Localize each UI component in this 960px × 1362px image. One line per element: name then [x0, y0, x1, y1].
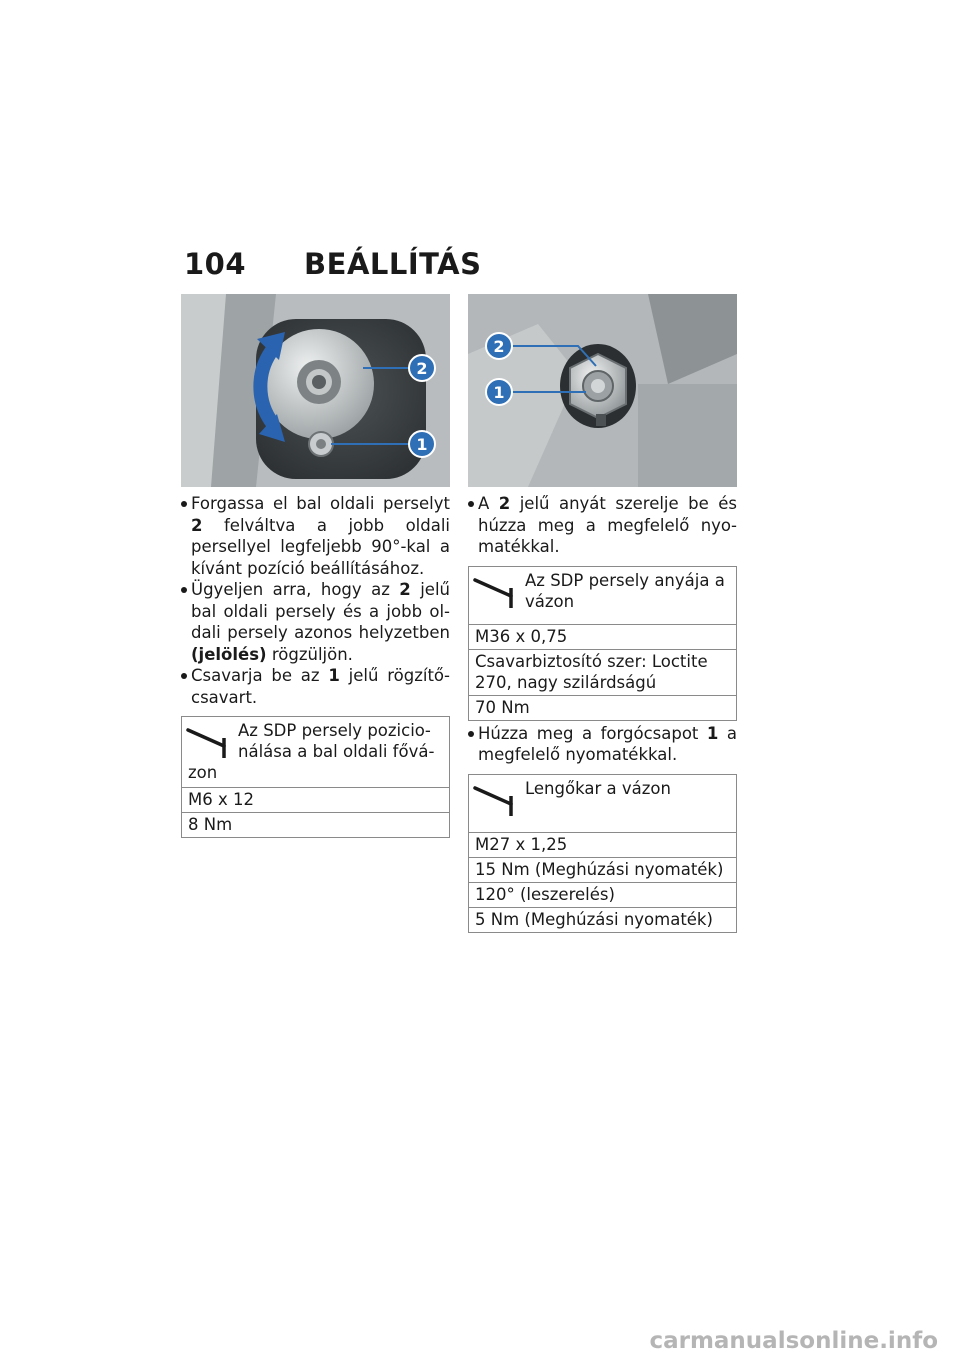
- page-header: [184, 247, 482, 281]
- torque-spec-left: [181, 716, 450, 838]
- torque-spec-nut: [468, 566, 737, 721]
- list-item: Ügyeljen arra, hogy az 2 jelű bal oldali persely és a jobb oldali persely azonos helyzetben (jelölés) rögzüljön.: [181, 579, 450, 665]
- spec-header: [182, 717, 449, 788]
- figure-left-rotation: [181, 294, 450, 487]
- chapter-title: BEÁLLÍTÁS: [304, 247, 482, 281]
- left-photo-illustration: [181, 294, 450, 487]
- torque-wrench-icon: [473, 782, 521, 818]
- torque-spec-swingarm: [468, 774, 737, 933]
- right-bullet-list-1: [468, 493, 737, 558]
- list-item: A 2 jelű anyát szerelje be és húzza meg a megfelelő nyomatékkal.: [468, 493, 737, 558]
- spec-row: 5 Nm (Meghúzási nyomaték): [475, 909, 713, 929]
- torque-wrench-icon: [186, 724, 234, 760]
- figure-right-nut: [468, 294, 737, 487]
- spec-row: M6 x 12: [182, 788, 449, 813]
- spec-row: 8 Nm: [188, 815, 233, 834]
- spec-title: Lengőkar a vázon: [525, 778, 671, 798]
- left-callout-2: 2: [416, 359, 428, 378]
- right-callout-2: 2: [493, 337, 505, 356]
- spec-row: 120° (leszerelés): [469, 883, 736, 908]
- spec-row: 70 Nm: [475, 697, 530, 717]
- left-bullet-list: [181, 493, 450, 708]
- spec-header: [469, 775, 736, 833]
- list-item: Csavarja be az 1 jelű rögzítőcsavart.: [181, 665, 450, 708]
- spec-row: Csavarbiztosító szer: Loctite 270, nagy szilárdságú: [469, 650, 736, 696]
- left-callout-1: 1: [416, 435, 428, 454]
- spec-row: 15 Nm (Meghúzási nyomaték): [469, 858, 736, 883]
- list-item: Húzza meg a forgócsapot 1 a megfelelő nyomatékkal.: [468, 723, 737, 766]
- left-column: [181, 294, 450, 840]
- spec-row: M36 x 0,75: [469, 625, 736, 650]
- spec-row: M27 x 1,25: [469, 833, 736, 858]
- list-item: Forgassa el bal oldali perselyt 2 felváltva a jobb oldali persellyel legfeljebb 90°-kal a kívánt pozíció beállításához.: [181, 493, 450, 579]
- watermark: carmanualsonline.info: [649, 1328, 938, 1354]
- right-photo-illustration: [468, 294, 737, 487]
- right-column: [468, 294, 737, 935]
- right-callout-1: 1: [493, 383, 505, 402]
- spec-title: Az SDP persely anyája a vázon: [525, 570, 725, 611]
- right-bullet-list-2: [468, 723, 737, 766]
- torque-wrench-icon: [473, 574, 521, 610]
- page-number: 104: [184, 247, 247, 281]
- spec-header: [469, 567, 736, 625]
- spec-title: Az SDP persely pozicionálása a bal oldali fővázon: [188, 721, 435, 782]
